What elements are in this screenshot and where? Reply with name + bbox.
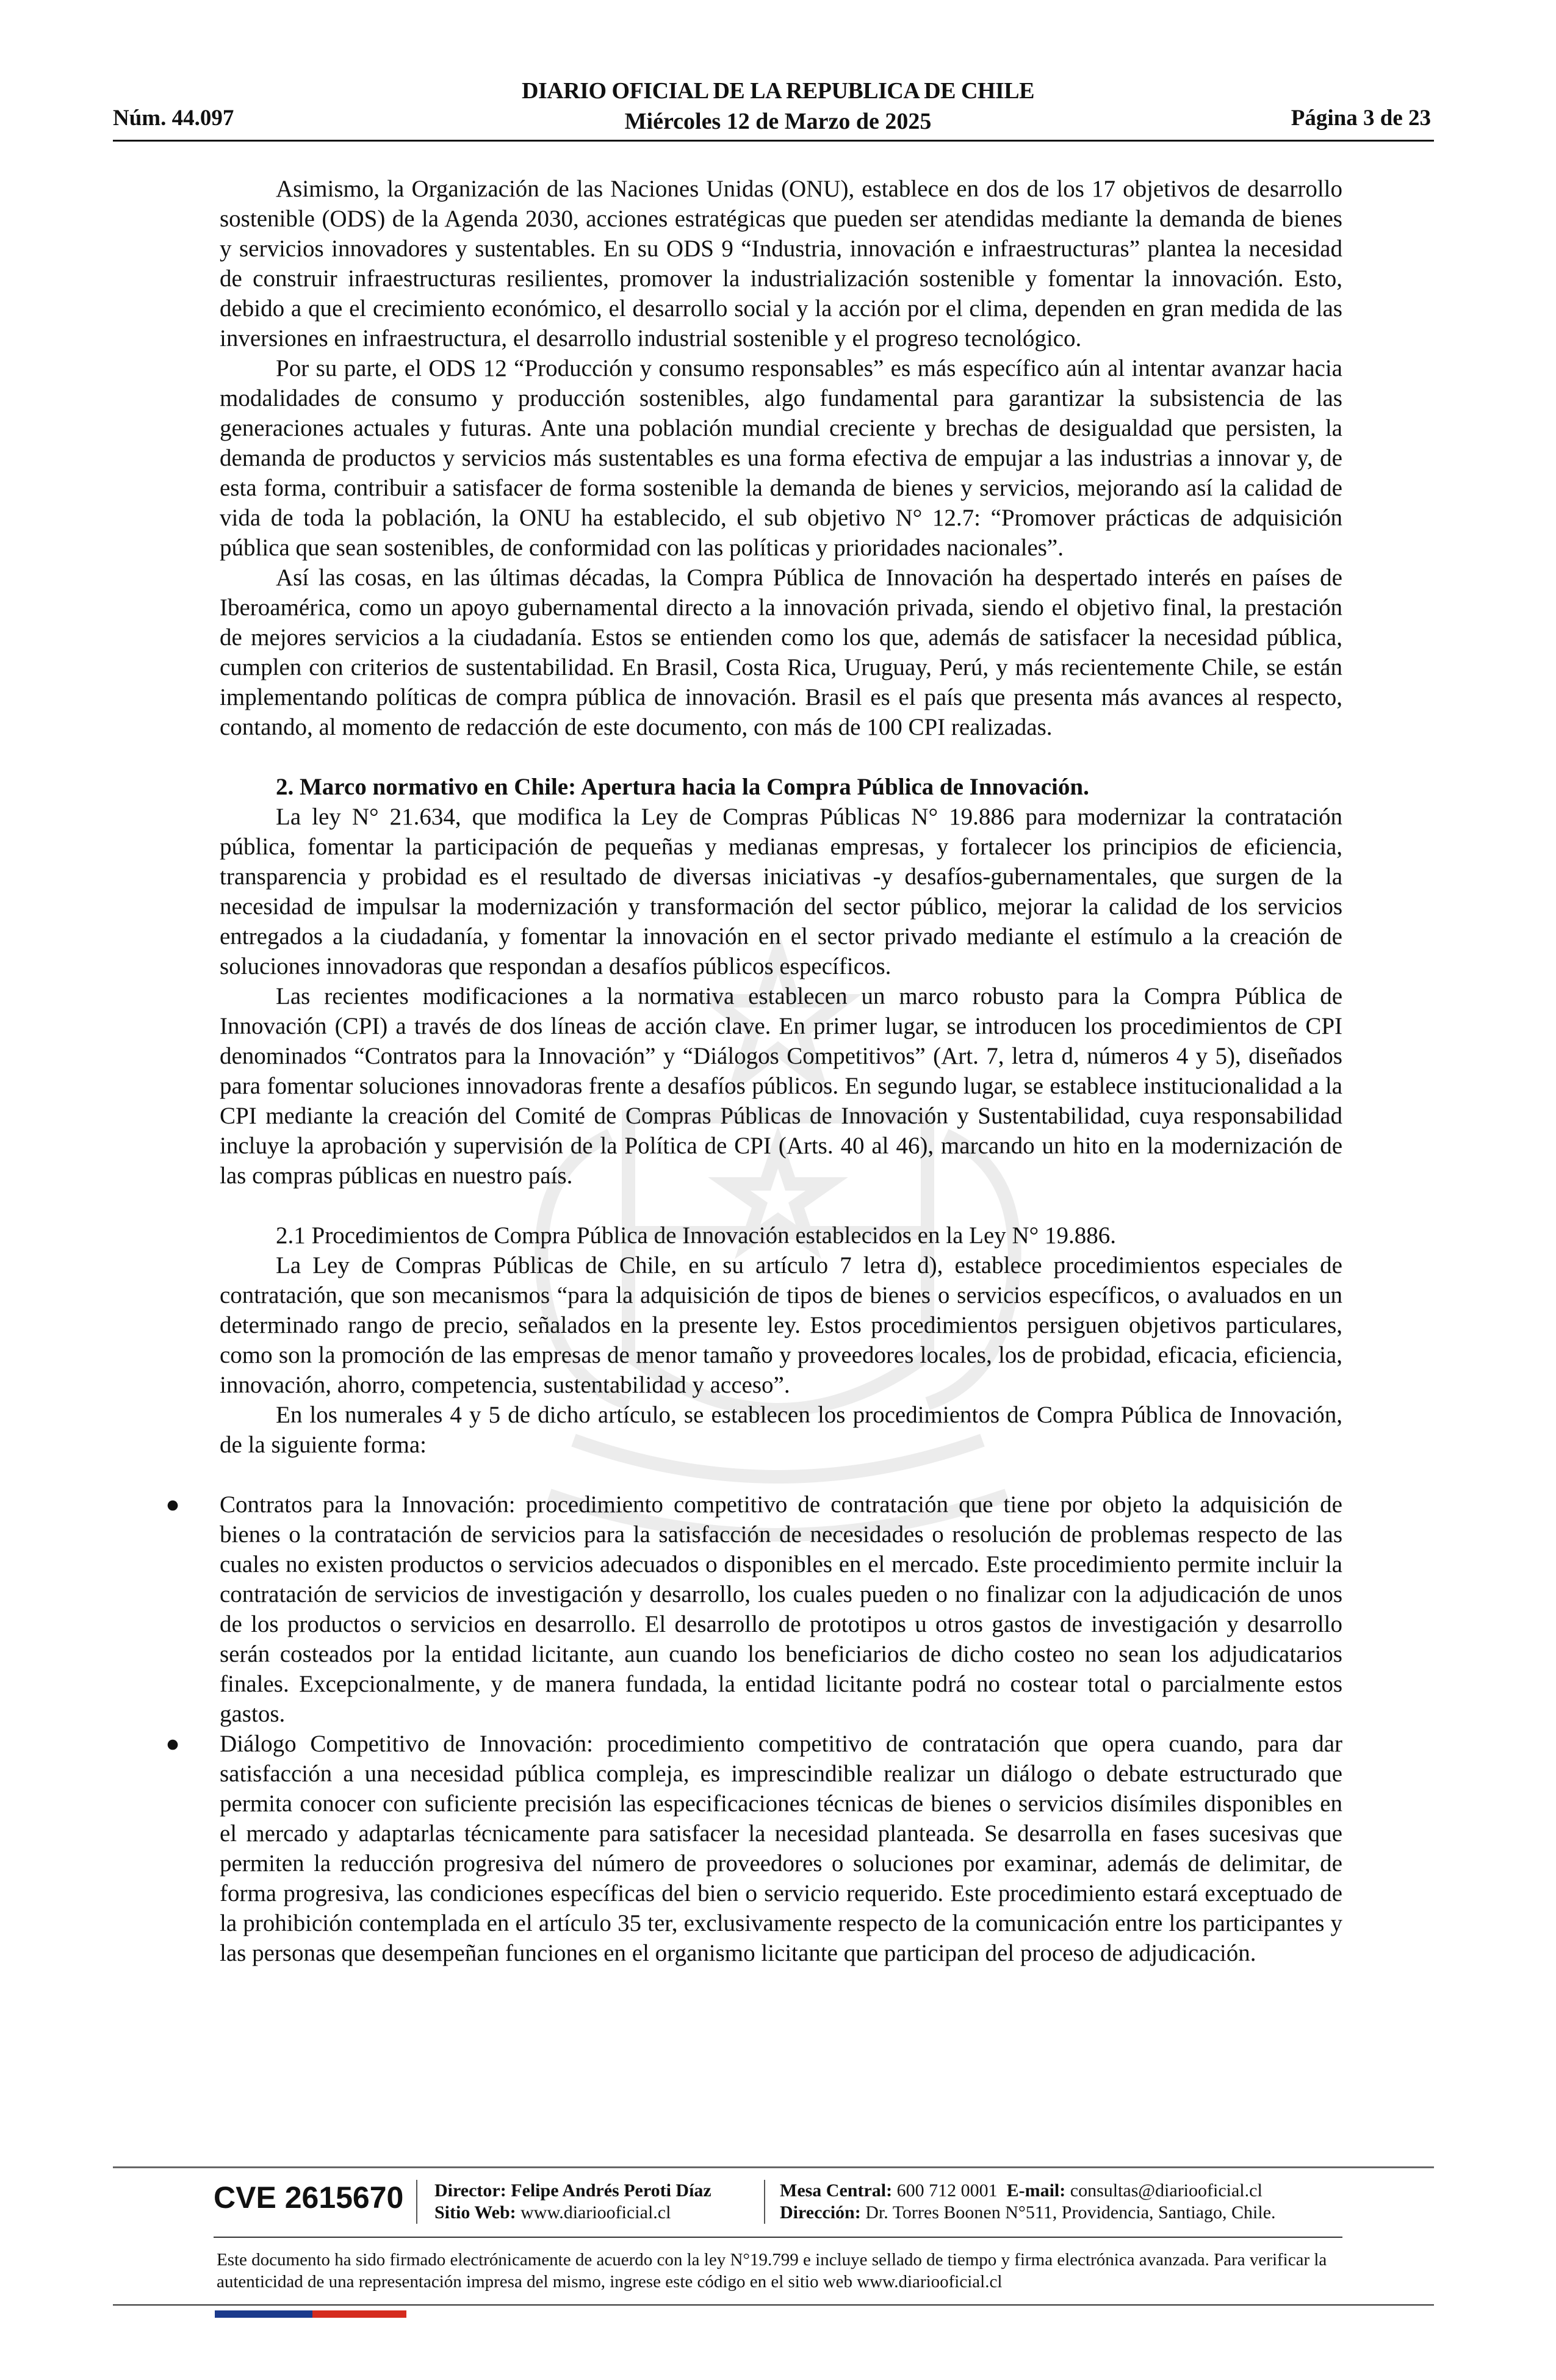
paragraph: La Ley de Compras Públicas de Chile, en su artículo 7 letra d), establece procedimientos especiales de contratación, que son mecanismos “para la adquisición de tipos de bienes o servicios específicos, o avaluados en un determinado rango de precio, señalados en la presente ley. Estos procedimientos persiguen objetivos particulares, como son la promoción de las empresas de menor tamaño y proveedores locales, los de probidad, eficacia, eficiencia, innovación, ahorro, competencia, sustentabilidad y acceso”. — [220, 1252, 1342, 1398]
signature-disclaimer: Este documento ha sido firmado electrónicamente de acuerdo con la ley N°19.799 e incluye sellado de tiempo y firma electrónica avanzada. Para verificar la autenticidad de una representación impresa del mismo, ingrese este código en el sitio web www.diariooficial.cl — [217, 2250, 1327, 2292]
footer-divider — [113, 2166, 1434, 2168]
paragraph: La ley N° 21.634, que modifica la Ley de Compras Públicas N° 19.886 para modernizar la contratación pública, fomentar la participación de pequeñas y medianas empresas, y fortalecer los principios de eficiencia, transparencia y probidad es el resultado de diversas iniciativas -y desafíos-gubernamentales, que surgen de la necesidad de impulsar la modernización y transformación del sector público, mejorar la calidad de los servicios entregados a la ciudadanía, y fomentar la innovación en el sector privado mediante el estímulo a la creación de soluciones innovadoras que respondan a desafíos públicos específicos. — [220, 804, 1342, 979]
header-divider — [113, 140, 1434, 142]
footer-divider — [113, 2304, 1434, 2306]
paragraph: Así las cosas, en las últimas décadas, la Compra Pública de Innovación ha despertado interés en países de Iberoamérica, como un apoyo gubernamental directo a la innovación privada, siendo el objetivo final, la prestación de mejores servicios a la ciudadanía. Estos se entienden como los que, además de satisfacer la necesidad pública, cumplen con criterios de sustentabilidad. En Brasil, Costa Rica, Uruguay, Perú, y más recientemente Chile, se están implementando políticas de compra pública de innovación. Brasil es el país que presenta más avances al respecto, contando, al momento de redacción de este documento, con más de 100 CPI realizadas. — [220, 564, 1342, 740]
footer-divider — [214, 2237, 1342, 2238]
paragraph: Asimismo, la Organización de las Naciones Unidas (ONU), establece en dos de los 17 objetivos de desarrollo sostenible (ODS) de la Agenda 2030, acciones estratégicas que pueden ser atendidas mediante la demanda de bienes y servicios innovadores y sustentables. En su ODS 9 “Industria, innovación e infraestructuras” plantea la necesidad de construir infraestructuras resilientes, promover la industrialización sostenible y fomentar la innovación. Esto, debido a que el crecimiento económico, el desarrollo social y la acción por el clima, dependen en gran medida de las inversiones en infraestructura, el desarrollo industrial sostenible y el progreso tecnológico. — [220, 176, 1342, 352]
spacer — [220, 742, 1342, 772]
procedure-list — [165, 1490, 1342, 1968]
cve-code: CVE 2615670 — [214, 2180, 404, 2215]
phone-value: 600 712 0001 — [896, 2180, 998, 2201]
section-heading: 2. Marco normativo en Chile: Apertura hacia la Compra Pública de Innovación. — [276, 774, 1089, 800]
spacer — [220, 1460, 1342, 1490]
paragraph: Las recientes modificaciones a la normativa establecen un marco robusto para la Compra Pública de Innovación (CPI) a través de dos líneas de acción clave. En primer lugar, se introducen los procedimientos de CPI denominados “Contratos para la Innovación” y “Diálogos Competitivos” (Art. 7, letra d, números 4 y 5), diseñados para fomentar soluciones innovadoras frente a desafíos públicos. En segundo lugar, se establece institucionalidad a la CPI mediante la creación del Comité de Compras Públicas de Innovación y Sustentabilidad, cuya responsabilidad incluye la aprobación y supervisión de la Política de CPI (Arts. 40 al 46), marcando un hito en la modernización de las compras públicas en nuestro país. — [220, 983, 1342, 1189]
email-link[interactable]: consultas@diariooficial.cl — [1070, 2180, 1262, 2201]
footer-separator — [416, 2180, 417, 2224]
subsection-heading: 2.1 Procedimientos de Compra Pública de Innovación establecidos en la Ley N° 19.886. — [276, 1222, 1117, 1249]
phone-label: Mesa Central: — [780, 2180, 893, 2201]
address-label: Dirección: — [780, 2202, 861, 2223]
address-value: Dr. Torres Boonen N°511, Providencia, Santiago, Chile. — [865, 2202, 1276, 2223]
list-item — [165, 1490, 1342, 1729]
footer-director-block — [434, 2180, 711, 2224]
flag-stripe-red — [312, 2310, 406, 2318]
bullet-icon: ● — [165, 1731, 180, 1757]
publication-date: Miércoles 12 de Marzo de 2025 — [624, 109, 932, 134]
document-body — [165, 174, 1342, 1968]
email-label: E-mail: — [1006, 2180, 1066, 2201]
director-name: Director: Felipe Andrés Peroti Díaz — [434, 2180, 711, 2201]
paragraph: En los numerales 4 y 5 de dicho artículo, se establecen los procedimientos de Compra Pública de Innovación, de la siguiente forma: — [220, 1402, 1342, 1458]
list-item-text: Contratos para la Innovación: procedimiento competitivo de contratación que tiene por objeto la adquisición de bienes o la contratación de servicios para la satisfacción de necesidades o resolución de problemas respecto de las cuales no existen productos o servicios adecuados o disponibles en el mercado. Este procedimiento permite incluir la contratación de servicios de investigación y desarrollo, los cuales pueden o no finalizar con la adjudicación de unos de los productos o servicios en desarrollo. El desarrollo de prototipos u otros gastos de investigación y desarrollo serán costeados por la entidad licitante, aun cuando los beneficiarios de dicho costeo no sean los adjudicatarios finales. Excepcionalmente, y de manera fundada, la entidad licitante podrá no costear total o parcialmente estos gastos. — [220, 1491, 1342, 1727]
publication-title: DIARIO OFICIAL DE LA REPUBLICA DE CHILE — [522, 78, 1034, 104]
flag-stripe-blue — [215, 2310, 312, 2318]
spacer — [220, 1191, 1342, 1221]
list-item-text: Diálogo Competitivo de Innovación: procedimiento competitivo de contratación que opera cuando, para dar satisfacción a una necesidad pública compleja, es imprescindible realizar un diálogo o debate estructurado que permita conocer con suficiente precisión las especificaciones técnicas de bienes o servicios disímiles disponibles en el mercado y adaptarlas técnicamente para satisfacer la necesidad planteada. Se desarrolla en fases sucesivas que permiten la reducción progresiva del número de proveedores o soluciones por examinar, además de delimitar, de forma progresiva, las condiciones específicas del bien o servicio requerido. Este procedimiento estará exceptuado de la prohibición contemplada en el artículo 35 ter, exclusivamente respecto de la comunicación entre los participantes y las personas que desempeñan funciones en el organismo licitante que participan del proceso de adjudicación. — [220, 1731, 1342, 1966]
web-label: Sitio Web: — [434, 2202, 516, 2223]
footer-separator — [764, 2180, 765, 2224]
footer-contact-block — [780, 2180, 1276, 2224]
paragraph: Por su parte, el ODS 12 “Producción y consumo responsables” es más específico aún al intentar avanzar hacia modalidades de consumo y producción sostenibles, algo fundamental para garantizar la subsistencia de las generaciones actuales y futuras. Ante una población mundial creciente y brechas de desigualdad que persisten, la demanda de productos y servicios más sustentables es una forma efectiva de empujar a las industrias a innovar y, de esta forma, contribuir a satisfacer de forma sostenible la demanda de bienes y servicios, mejorando así la calidad de vida de toda la población, la ONU ha establecido, el sub objetivo N° 12.7: “Promover prácticas de adquisición pública que sean sostenibles, de conformidad con las políticas y prioridades nacionales”. — [220, 355, 1342, 561]
page-number: Página 3 de 23 — [1291, 106, 1431, 131]
web-link[interactable]: www.diariooficial.cl — [520, 2202, 671, 2223]
list-item — [165, 1729, 1342, 1968]
issue-number: Núm. 44.097 — [113, 106, 234, 131]
bullet-icon: ● — [165, 1491, 180, 1518]
